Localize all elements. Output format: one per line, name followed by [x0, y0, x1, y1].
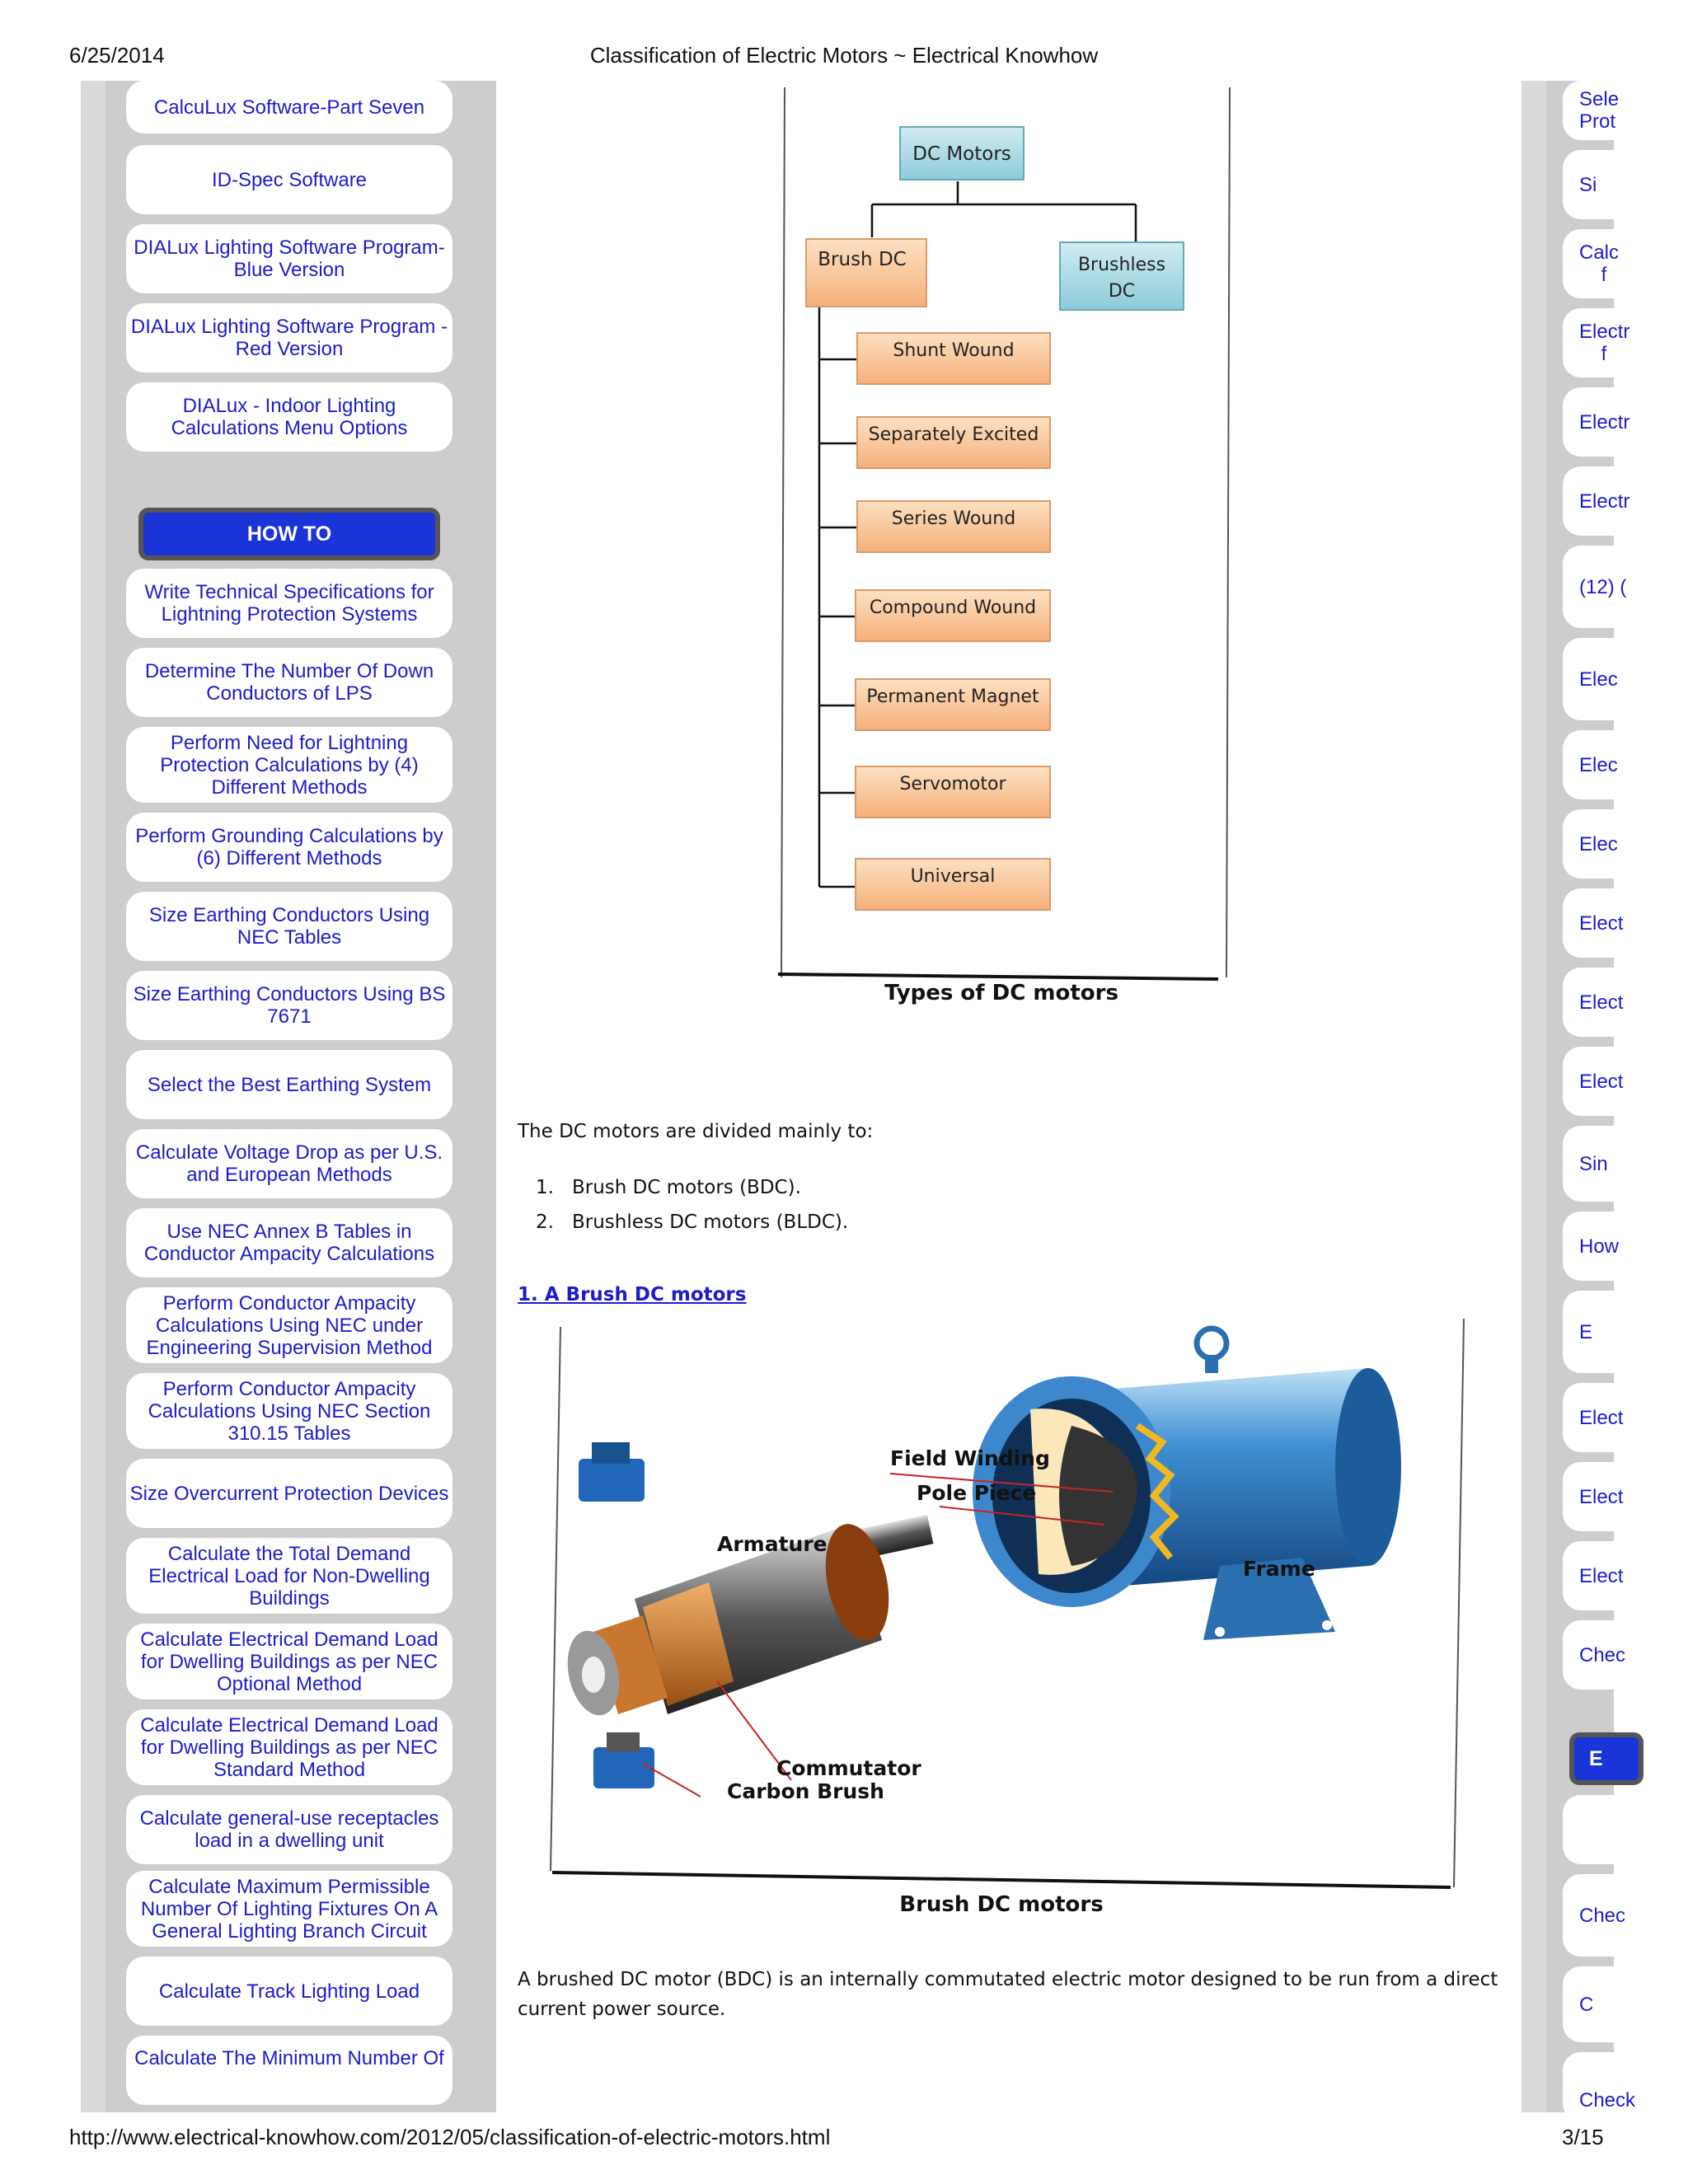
sidebar-stripe: [81, 81, 106, 2112]
sidebar-link-howto[interactable]: Perform Grounding Calculations by (6) Different Methods: [126, 813, 452, 882]
sidebar-link-dialux-blue[interactable]: DIALux Lighting Software Program- Blue Version: [126, 224, 452, 293]
paragraph-line: A brushed DC motor (BDC) is an internally commutated electric motor designed to be run from a direct: [518, 1969, 1498, 1990]
diagram1-caption: Types of DC motors: [884, 981, 1118, 1005]
label-pole-piece: Pole Piece: [917, 1481, 1037, 1505]
right-sidebar-link[interactable]: Electr: [1563, 466, 1662, 536]
sidebar-link-howto[interactable]: Perform Need for Lightning Protection Calculations by (4) Different Methods: [126, 727, 452, 803]
sidebar-link-howto[interactable]: Select the Best Earthing System: [126, 1050, 452, 1119]
right-sidebar-link[interactable]: Elect: [1563, 1541, 1662, 1610]
right-sidebar-link[interactable]: Elec: [1563, 809, 1662, 879]
list-item-text: Brush DC motors (BDC).: [572, 1177, 801, 1198]
node-brushless-dc-label: DC: [1108, 281, 1136, 302]
sidebar-link-howto[interactable]: Calculate Electrical Demand Load for Dwelling Buildings as per NEC Standard Method: [126, 1709, 452, 1785]
print-url: http://www.electrical-knowhow.com/2012/05/classification-of-electric-motors.html: [69, 2125, 831, 2149]
right-sidebar-link[interactable]: Chec: [1563, 1620, 1662, 1690]
node-brush-dc-label: Brush DC: [818, 249, 907, 270]
sidebar-link-howto[interactable]: Use NEC Annex B Tables in Conductor Ampacity Calculations: [126, 1208, 452, 1277]
sidebar-link-howto[interactable]: Calculate the Total Demand Electrical Load for Non-Dwelling Buildings: [126, 1538, 452, 1614]
right-sidebar-link[interactable]: Electr: [1563, 387, 1662, 457]
right-sidebar-link[interactable]: How: [1563, 1212, 1662, 1281]
right-sidebar-link[interactable]: Elect: [1563, 1047, 1662, 1116]
diagram-border-bottom: [778, 974, 1218, 979]
right-sidebar: [1522, 81, 1636, 2112]
section-heading-link[interactable]: 1. A Brush DC motors: [518, 1284, 747, 1305]
node-permanent-magnet-label: Permanent Magnet: [866, 687, 1039, 707]
sidebar-link-dialux-indoor[interactable]: DIALux - Indoor Lighting Calculations Menu Options: [126, 382, 452, 452]
right-sidebar-link[interactable]: Sin: [1563, 1126, 1662, 1202]
bdc-paragraph: [518, 1965, 1498, 2024]
print-title: Classification of Electric Motors ~ Electrical Knowhow: [589, 43, 1099, 68]
right-sidebar-link[interactable]: E: [1563, 1291, 1662, 1373]
sidebar-link-howto[interactable]: Calculate general-use receptacles load in a dwelling unit: [126, 1795, 452, 1864]
right-sidebar-link[interactable]: (12) (: [1563, 546, 1662, 628]
right-sidebar-link[interactable]: Elec: [1563, 730, 1662, 799]
node-dc-motors-label: DC Motors: [912, 143, 1011, 165]
label-commutator: Commutator: [776, 1756, 921, 1780]
right-sidebar-link[interactable]: [1563, 1795, 1662, 1864]
list-item-text: Brushless DC motors (BLDC).: [572, 1212, 849, 1233]
node-separately-excited-label: Separately Excited: [868, 424, 1039, 445]
motor-frame: [973, 1329, 1401, 1640]
sidebar-link-calculux[interactable]: CalcuLux Software-Part Seven: [126, 81, 452, 134]
node-series-wound-label: Series Wound: [891, 509, 1016, 529]
sidebar-stripe: [1522, 81, 1546, 2112]
right-sidebar-link[interactable]: Sele Prot: [1563, 81, 1662, 140]
node-compound-wound-label: Compound Wound: [869, 598, 1037, 618]
label-field-winding: Field Winding: [890, 1446, 1050, 1470]
list-item-number: 1.: [536, 1177, 554, 1198]
sidebar-link-howto[interactable]: Calculate Electrical Demand Load for Dwelling Buildings as per NEC Optional Method: [126, 1624, 452, 1699]
right-sidebar-link[interactable]: Elect: [1563, 1462, 1662, 1531]
illustration-border-bottom: [552, 1872, 1451, 1887]
sidebar-link-dialux-red[interactable]: DIALux Lighting Software Program - Red Version: [126, 303, 452, 373]
sidebar-link-howto[interactable]: Determine The Number Of Down Conductors of LPS: [126, 648, 452, 717]
sidebar-link-howto[interactable]: Calculate Track Lighting Load: [126, 1957, 452, 2026]
motor-type-list: [536, 1170, 848, 1240]
sidebar-link-howto[interactable]: Size Earthing Conductors Using NEC Tables: [126, 892, 452, 961]
node-brushless-dc-label: Brushless: [1077, 255, 1166, 275]
node-servomotor-label: Servomotor: [899, 774, 1006, 794]
illustration-border-right: [1454, 1319, 1464, 1887]
right-sidebar-link[interactable]: Si: [1563, 150, 1662, 219]
label-armature: Armature: [717, 1532, 828, 1556]
label-carbon-brush: Carbon Brush: [727, 1779, 884, 1803]
right-sidebar-link[interactable]: Check: [1563, 2052, 1662, 2121]
sidebar-link-howto[interactable]: Size Overcurrent Protection Devices: [126, 1459, 452, 1528]
sidebar-link-howto[interactable]: Size Earthing Conductors Using BS 7671: [126, 971, 452, 1040]
sidebar-link-howto[interactable]: Calculate Voltage Drop as per U.S. and European Methods: [126, 1129, 452, 1198]
print-page-number: 3/15: [1562, 2125, 1604, 2149]
right-sidebar-link[interactable]: Elect: [1563, 1383, 1662, 1452]
label-frame: Frame: [1243, 1557, 1315, 1581]
right-sidebar-header: E: [1569, 1732, 1643, 1785]
right-sidebar-link[interactable]: Elec: [1563, 638, 1662, 720]
left-sidebar: [81, 81, 496, 2112]
sidebar-link-howto[interactable]: Perform Conductor Ampacity Calculations Using NEC Section 310.15 Tables: [126, 1373, 452, 1449]
diagram2-caption: Brush DC motors: [899, 1892, 1104, 1917]
paragraph-line: current power source.: [518, 1999, 726, 2020]
right-sidebar-link[interactable]: Elect: [1563, 968, 1662, 1037]
brush-dc-motor-illustration: [544, 1319, 1475, 1896]
list-item-number: 2.: [536, 1212, 554, 1233]
right-sidebar-link[interactable]: Chec: [1563, 1874, 1662, 1957]
diagram-border-right: [1226, 87, 1230, 977]
sidebar-link-howto[interactable]: Write Technical Specifications for Lightning Protection Systems: [126, 569, 452, 638]
right-sidebar-link[interactable]: Calc f: [1563, 229, 1662, 298]
dc-motor-types-diagram: [767, 79, 1236, 1010]
node-shunt-wound-label: Shunt Wound: [893, 340, 1015, 361]
right-sidebar-link[interactable]: C: [1563, 1966, 1662, 2042]
illustration-border-left: [551, 1327, 560, 1871]
diagram-border-left: [781, 87, 785, 977]
node-universal-label: Universal: [910, 866, 996, 887]
sidebar-link-idspec[interactable]: ID-Spec Software: [126, 145, 452, 214]
sidebar-link-howto[interactable]: Calculate Maximum Permissible Number Of Lighting Fixtures On A General Lighting Branch Circuit: [126, 1871, 452, 1947]
sidebar-link-howto[interactable]: Calculate The Minimum Number Of: [126, 2036, 452, 2105]
howto-header: HOW TO: [138, 508, 440, 560]
right-sidebar-link[interactable]: Electr f: [1563, 308, 1662, 377]
right-sidebar-link[interactable]: Elect: [1563, 888, 1662, 958]
print-date: 6/25/2014: [69, 43, 165, 68]
intro-text: The DC motors are divided mainly to:: [518, 1121, 874, 1142]
list-item: [536, 1170, 848, 1205]
sidebar-link-howto[interactable]: Perform Conductor Ampacity Calculations Using NEC under Engineering Supervision Method: [126, 1287, 452, 1363]
list-item: [536, 1205, 848, 1240]
